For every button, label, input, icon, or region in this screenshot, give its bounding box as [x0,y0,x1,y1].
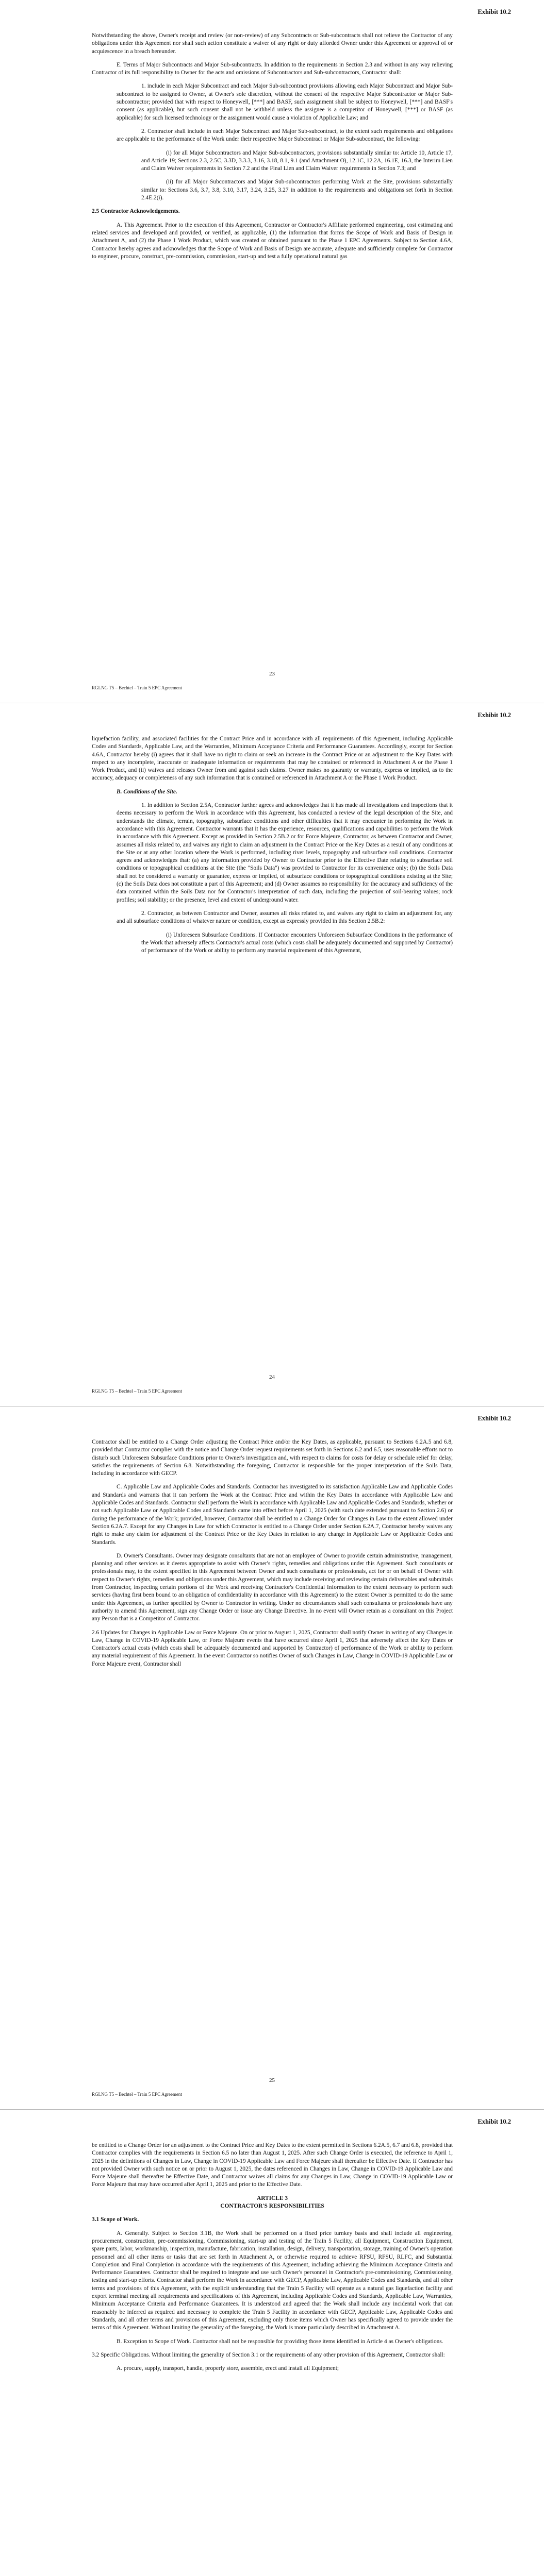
page-body [92,735,453,960]
paragraph: Notwithstanding the above, Owner's receipt and review (or non-review) of any Subcontracts or Sub-subcontracts shall not relieve the Contractor of any obligations under this Agreement nor shall such action constitute a waiver of any right or duty afforded Owner under this Agreement or approval of or acquiescence in a breach hereunder. [92,32,453,55]
article-title: CONTRACTOR'S RESPONSIBILITIES [220,2203,324,2210]
paragraph: (i) for all Major Subcontractors and Major Sub-subcontractors, provisions substantially similar to: Article 10, Article 17, and Article 19; Sections 2.3, 2.5C, 3.3D, 3.3.3, 3.16, 3.18, 8.1, 9.1 (and Attachment O), 12.1C, 12.2A, 16.1E, 16.3, the Interim Lien and Claim Waiver requirements in Section 7.2 and the Final Lien and Claim Waiver requirements in Section 7.3; and [141,149,453,172]
paragraph: 2.6 Updates for Changes in Applicable Law or Force Majeure. On or prior to August 1, 2025, Contractor shall notify Owner in writing of any Changes in Law, Change in COVID-19 Applicable Law, or Force Majeure events that have occurred since April 1, 2025 that adversely affect the Key Dates or Contractor's actual costs (which costs shall be adequately documented and supported by Contractor) of performance of the Work or ability to perform any material requirement of this Agreement. In the event Contractor so notifies Owner of such Changes in Law, Change in COVID-19 Applicable Law or Force Majeure event, Contractor shall [92,1629,453,1667]
article-number: ARTICLE 3 [256,2195,288,2201]
document-page [0,2110,544,2576]
page-number: 23 [269,671,275,677]
paragraph: B. Exception to Scope of Work. Contractor shall not be responsible for providing those items identified in Article 4 as Owner's obligations. [117,2338,443,2345]
footer-text: RGLNG T5 – Bechtel – Train 5 EPC Agreement [92,1388,182,1394]
exhibit-label: Exhibit 10.2 [477,711,511,719]
paragraph: 2. Contractor shall include in each Major Subcontract and Major Sub-subcontract, to the extent such requirements and obligations are applicable to the performance of the Work under their respective Major Subcontract or Major Sub-subcontract, the following: [117,128,453,143]
page-body [92,1438,453,1674]
page-number: 24 [269,1374,275,1380]
paragraph: 1. In addition to Section 2.5A, Contractor further agrees and acknowledges that it has made all investigations and inspections that it deems necessary to perform the Work in accordance with this Agreement, has conducted a review of the legal description of the Site, and understands the climate, terrain, topography, subsurface conditions and other difficulties that it may encounter in performing the Work in accordance with this Agreement. Contractor warrants that it has the experience, resources, qualifications and capabilities to perform the Work in accordance with this Agreement. Except as provided in Section 2.5B.2 or for Force Majeure, Contractor, as between Contractor and Owner, assumes all risks related to, and waives any right to claim an adjustment in the Contract Price or the Key Dates as a result of any conditions at the Site or at any other location where the Work is performed, including river levels, topography and subsurface soil conditions. Contractor agrees and acknowledges that: (a) any information provided by Owner to Contractor prior to the Effective Date relating to subsurface soil conditions or topographical conditions at the Site (the "Soils Data") was provided to Contractor for its convenience only; (b) the Soils Data shall not be considered a warranty or guarantee, express or implied, of subsurface conditions or topographical conditions existing at the Site; (c) the Soils Data does not constitute a part of this Agreement; and (d) Owner assumes no responsibility for the accuracy and sufficiency of the data contained within the Soils Data nor for Contractor's interpretation of such data, including the projection of soil-bearing values; rock profiles; soil stability; or the presence, level and extent of underground water. [117,802,453,903]
document-page [0,1406,544,2110]
exhibit-label: Exhibit 10.2 [477,1415,511,1422]
page-body [92,2142,453,2378]
document-page [0,703,544,1406]
section-heading: 2.5 Contractor Acknowledgements. [92,208,180,215]
paragraph: A. Generally. Subject to Section 3.1B, the Work shall be performed on a fixed price turnkey basis and shall include all engineering, procurement, construction, pre-commissioning, Commissioning, start-up and testing of the Train 5 Facility, all Equipment, Construction Equipment, spare parts, labor, workmanship, inspection, manufacture, fabrication, installation, design, delivery, transportation, storage, training of Owner's operation personnel and all other items or tasks that are set forth in Attachment A, or otherwise required to achieve RFSU, RFSU, RLFC, and Substantial Completion and Final Completion in accordance with the requirements of this Agreement, including achieving the Minimum Acceptance Criteria and Performance Guarantees. Contractor shall be required to integrate and use such Owner's personnel in Contractor's pre-commissioning, Commissioning, testing and start-up efforts. Contractor shall perform the Work in accordance with GECP, Applicable Law, Applicable Codes and Standards, and all other terms and provisions of this Agreement, with the explicit understanding that the Train 5 Facility will operate as a natural gas liquefaction facility and export terminal meeting all requirements and specifications of this Agreement, including Applicable Codes and Standards, Applicable Law, Warranties, Minimum Acceptance Criteria and Performance Guarantees. It is understood and agreed that the Work shall include any incidental work that can reasonably be inferred as required and necessary to complete the Train 5 Facility in accordance with GECP, Applicable Law, Applicable Codes and Standards, and all other terms and provisions of this Agreement, excluding only those items which Owner has specifically agreed to provide under the terms of this Agreement. Without limiting the generality of the foregoing, the Work is more particularly described in Attachment A. [92,2230,453,2331]
exhibit-label: Exhibit 10.2 [477,2118,511,2125]
page-number: 25 [269,2077,275,2083]
paragraph: 2. Contractor, as between Contractor and Owner, assumes all risks related to, and waives any right to claim an adjustment for, any and all subsurface conditions of whatever nature or condition, except as expressly provided in this Section 2.5B.2: [117,910,453,925]
paragraph: 1. include in each Major Subcontract and each Major Sub-subcontract provisions allowing each Major Subcontract and Major Sub-subcontract to be assigned to Owner, at Owner's sole discretion, without the consent of the respective Major Subcontractor or Major Sub-subcontractor; provided that with respect to Honeywell, [***] and BASF, such assignment shall be subject to Honeywell, [***] and BASF's consent (as applicable), but such consent shall not be withheld unless the assignee is a competitor of Honeywell, [***] or BASF (as applicable) for such licensed technology or the assignment would cause a violation of Applicable Law; and [117,83,453,121]
footer-text: RGLNG T5 – Bechtel – Train 5 EPC Agreement [92,685,182,690]
paragraph: Contractor shall be entitled to a Change Order adjusting the Contract Price and/or the Key Dates, as applicable, pursuant to Sections 6.2A.5 and 6.8, provided that Contractor complies with the notice and Change Order request requirements set forth in Sections 6.2 and 6.5, uses reasonable efforts not to disturb such Unforeseen Subsurface Conditions prior to Owner's investigation and, with respect to claims for costs for delay or schedule relief for delay, satisfies the requirements of Section 6.8. Notwithstanding the foregoing, Contractor is responsible for the proper interpretation of the Soils Data, including in accordance with GECP. [92,1439,453,1477]
paragraph: be entitled to a Change Order for an adjustment to the Contract Price and Key Dates to the extent permitted in Sections 6.2A.5, 6.7 and 6.8, provided that Contractor complies with the requirements in Section 6.5 no later than August 1, 2025. After such Change Order is executed, the reference to April 1, 2025 in the definitions of Changes in Law, Change in COVID-19 Applicable Law and Force Majeure shall thereafter be Effective Date. If Contractor has not provided Owner with such notice on or prior to August 1, 2025, the dates referenced in Changes in Law, Change in COVID-19 Applicable Law and Force Majeure shall thereafter be Effective Date, and Contractor waives all claims for any Changes in Law, Change in COVID-19 Applicable Law or Force Majeure that may have occurred after April 1, 2025 and prior to the Effective Date. [92,2142,453,2188]
subsection-heading-paragraph: E. Terms of Major Subcontracts and Major Sub-subcontracts. In addition to the requirements in Section 2.3 and without in any way relieving Contractor of its full responsibility to Owner for the acts and omissions of Subcontractors and Sub-subcontractors, Contractor shall: [92,61,453,76]
subsection-heading: B. Conditions of the Site. [117,788,177,795]
paragraph: D. Owner's Consultants. Owner may designate consultants that are not an employee of Owner to provide certain administrative, management, planning and other services as it deems appropriate to assist with Owner's rights, remedies and obligations under this Agreement. Such consultants or professionals may, to the extent specified in this Agreement between Owner and such consultants or professionals, act for or on behalf of Owner with respect to Owner's rights, remedies and obligations under this Agreement, which may include receiving and reviewing certain deliverables and submittals from Contractor, inspecting certain portions of the Work and receiving Contractor's Confidential Information to the extent necessary to perform such services (having first been bound to an obligation of confidentiality in accordance with this Agreement) to the extent Owner is permitted to do the same under this Agreement, as further specified by Owner to Contractor in writing. Under no circumstances shall such consultants or professionals have any authority to amend this Agreement, sign any Change Order or issue any Change Directive. In no event will Owner retain as a consultant on this Project any Person that is a Competitor of Contractor. [92,1552,453,1622]
paragraph: A. procure, supply, transport, handle, properly store, assemble, erect and install all Equipment; [117,2365,339,2372]
paragraph: liquefaction facility, and associated facilities for the Contract Price and in accordance with all requirements of this Agreement, including Applicable Codes and Standards, Applicable Law, and the Warranties, Minimum Acceptance Criteria and Performance Guarantees. Accordingly, except for Section 4.6A, Contractor hereby (i) agrees that it shall have no right to claim or seek an increase in the Contract Price or an adjustment to the Key Dates with respect to any incomplete, inaccurate or inadequate information or requirements that may be contained or referenced in Attachment A or the Phase 1 Work Product, and (ii) waives and releases Owner from and against such claims. Owner makes no guaranty or warranty, express or implied, as to the accuracy, adequacy or completeness of any such information that is contained or referenced in Attachment A or the Phase 1 Work Product. [92,736,453,782]
page-body [92,32,453,266]
footer-text: RGLNG T5 – Bechtel – Train 5 EPC Agreement [92,2092,182,2097]
section-heading: 3.1 Scope of Work. [92,2216,139,2223]
paragraph: (ii) for all Major Subcontractors and Major Sub-subcontractors performing Work at the Site, provisions substantially similar to: Sections 3.6, 3.7, 3.8, 3.10, 3.17, 3.24, 3.25, 3.27 in addition to the requirements and obligations set forth in Section 2.4E.2(i). [141,179,453,201]
exhibit-label: Exhibit 10.2 [477,8,511,15]
paragraph: A. This Agreement. Prior to the execution of this Agreement, Contractor or Contractor's Affiliate performed engineering, cost estimating and related services and developed and provided, or verified, as applicable, (1) the information that forms the Scope of Work and Basis of Design in Attachment A, and (2) the Phase 1 Work Product, which was created or obtained pursuant to the Phase 1 EPC Agreements. Subject to Section 4.6A, Contractor hereby agrees and acknowledges that the Scope of Work and Basis of Design are accurate, adequate and sufficiently complete for Contractor to engineer, procure, construct, pre-commission, commission, start-up and test a fully operational natural gas [92,222,453,260]
document-page [0,0,544,703]
paragraph: C. Applicable Law and Applicable Codes and Standards. Contractor has investigated to its satisfaction Applicable Law and Applicable Codes and Standards and warrants that it can perform the Work at the Contract Price and within the Key Dates in accordance with Applicable Law and Applicable Codes and Standards. Contractor shall perform the Work in accordance with Applicable Law and Applicable Codes and Standards, whether or not such Applicable Law or Applicable Codes and Standards came into effect before April 1, 2025 (with such date extended pursuant to Section 2.6) or during the performance of the Work; provided, however, Contractor shall be entitled to a Change Order for Changes in Law to the extent allowed under Section 6.2A.7. Except for any Changes in Law for which Contractor is entitled to a Change Order under Section 6.2A.7, Contractor hereby waives any right to make any claim for adjustment of the Contract Price or the Key Dates in relation to any change in Applicable Law or Applicable Codes and Standards. [92,1484,453,1546]
paragraph: (i) Unforeseen Subsurface Conditions. If Contractor encounters Unforeseen Subsurface Conditions in the performance of the Work that adversely affects Contractor's actual costs (which costs shall be adequately documented and supported by Contractor) of performance of the Work or ability to perform any material requirement of this Agreement, [141,931,453,954]
paragraph: 3.2 Specific Obligations. Without limiting the generality of Section 3.1 or the requirements of any other provision of this Agreement, Contractor shall: [92,2351,445,2358]
